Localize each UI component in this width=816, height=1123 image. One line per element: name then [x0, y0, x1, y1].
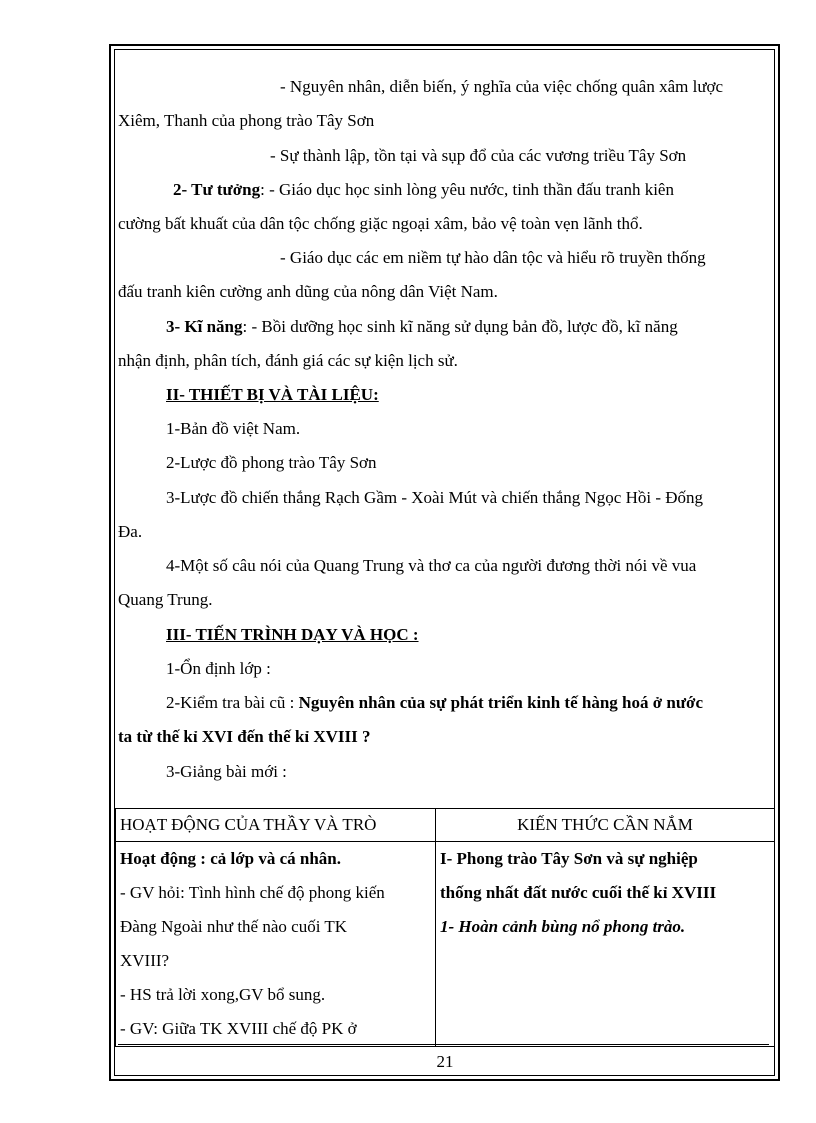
text-line-19: 3-Giảng bài mới : [166, 762, 287, 781]
section-heading-tu-tuong: 2- Tư tưởng [173, 180, 261, 199]
header-knowledge: KIẾN THỨC CẦN NẮM [436, 809, 775, 842]
text-line-17-question: Nguyên nhân của sự phát triển kinh tế hàng hoá ở nước [298, 693, 704, 712]
knowledge-heading: I- Phong trào Tây Sơn và sự nghiệp [440, 849, 698, 868]
knowledge-line-1 [440, 842, 770, 876]
text-line-18 [118, 727, 768, 747]
text-line-12: 3-Lược đồ chiến thắng Rạch Gầm - Xoài Mút và chiến thắng Ngọc Hồi - Đống [166, 488, 704, 507]
activity-line-4: XVIII? [120, 951, 170, 970]
text-line-13: Đa. [118, 522, 143, 541]
text-line-11: 2-Lược đồ phong trào Tây Sơn [166, 453, 377, 472]
activity-line-5: - HS trả lời xong,GV bổ sung. [120, 985, 326, 1004]
section-title-process-text: III- TIẾN TRÌNH DẠY VÀ HỌC : [166, 625, 419, 644]
knowledge-cell [436, 842, 775, 1047]
activity-cell [116, 842, 436, 1047]
text-line-10: 1-Bản đồ việt Nam. [166, 419, 301, 438]
knowledge-line-2 [440, 876, 770, 910]
text-line-6: - Giáo dục các em niềm tự hào dân tộc và hiểu rõ truyền thống [280, 248, 706, 267]
section-title-equipment [166, 385, 768, 405]
page-number: 21 [436, 1052, 454, 1071]
text-line-16: 1-Ổn định lớp : [166, 659, 271, 678]
text-line-15: Quang Trung. [118, 590, 213, 609]
header-teacher-student: HOẠT ĐỘNG CỦA THẦY VÀ TRÒ [116, 809, 436, 842]
table-header-row [116, 809, 775, 842]
text-line-2: Xiêm, Thanh của phong trào Tây Sơn [118, 111, 375, 130]
section-title-equipment-text: II- THIẾT BỊ VÀ TÀI LIỆU: [166, 385, 379, 404]
text-line-18-question: ta từ thế kỉ XVI đến thế kỉ XVIII ? [118, 727, 371, 746]
activity-line-3: Đàng Ngoài như thế nào cuối TK [120, 917, 348, 936]
text-line-9: nhận định, phân tích, đánh giá các sự kiện lịch sử. [118, 351, 458, 370]
text-line-1: - Nguyên nhân, diễn biến, ý nghĩa của việc chống quân xâm lược [280, 77, 724, 96]
activity-line-1 [120, 842, 431, 876]
knowledge-subheading: 1- Hoàn cảnh bùng nổ phong trào. [440, 917, 686, 936]
section-heading-ki-nang: 3- Kĩ năng [166, 317, 243, 336]
text-line-14: 4-Một số câu nói của Quang Trung và thơ ca của người đương thời nói về vua [166, 556, 697, 575]
text-line-17-lead: 2-Kiểm tra bài cũ : [166, 693, 299, 712]
text-line-17 [166, 693, 768, 713]
activity-table [115, 808, 775, 1047]
text-line-8 [166, 317, 768, 337]
activity-heading: Hoạt động : cả lớp và cá nhân. [120, 849, 341, 868]
section-title-process [166, 625, 768, 645]
knowledge-heading-cont: thống nhất đất nước cuối thế kỉ XVIII [440, 883, 717, 902]
text-line-5: cường bất khuất của dân tộc chống giặc ngoại xâm, bảo vệ toàn vẹn lãnh thổ. [118, 214, 643, 233]
activity-line-2: - GV hỏi: Tình hình chế độ phong kiến [120, 883, 385, 902]
footer-rule [118, 1044, 769, 1047]
text-line-3: - Sự thành lập, tồn tại và sụp đổ của các vương triều Tây Sơn [270, 146, 687, 165]
text-line-8-body: : - Bồi dưỡng học sinh kĩ năng sử dụng bản đồ, lược đồ, kĩ năng [242, 317, 678, 336]
text-line-7: đấu tranh kiên cường anh dũng của nông dân Việt Nam. [118, 282, 498, 301]
activity-line-6: - GV: Giữa TK XVIII chế độ PK ở [120, 1019, 357, 1038]
text-line-4-body: : - Giáo dục học sinh lòng yêu nước, tinh thần đấu tranh kiên [260, 180, 674, 199]
table-body-row [116, 842, 775, 1047]
text-line-4 [173, 180, 768, 200]
knowledge-line-3 [440, 910, 770, 944]
